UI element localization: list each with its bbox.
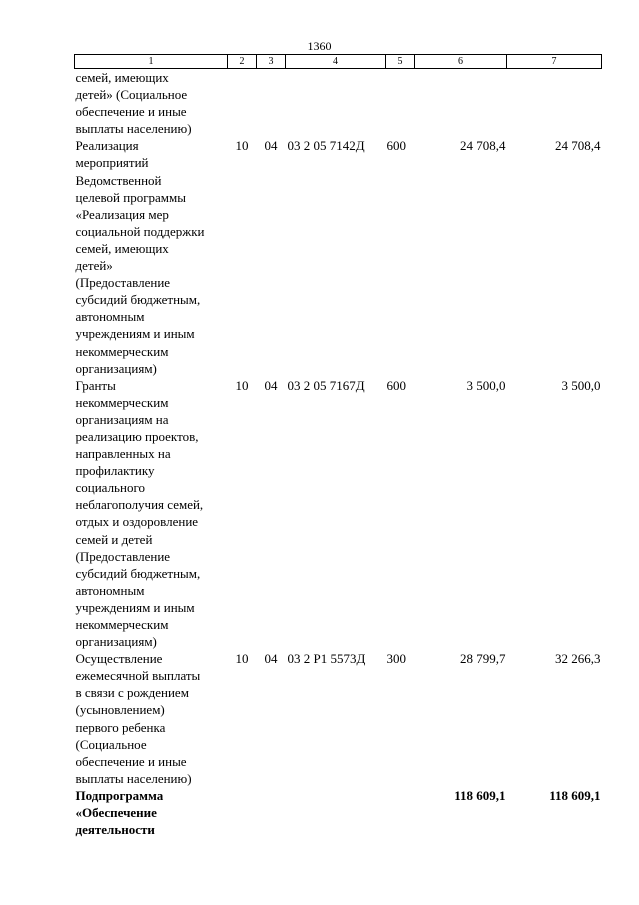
item-name-line: автономным [75,582,145,598]
item-name-line: «Реализация мер [75,206,169,222]
item-name-line: (Социальное [75,736,147,752]
item-name-line: «Обеспечение [75,805,157,821]
item-name-line: Ведомственной [75,172,162,188]
item-name-line: обеспечение и иные [75,753,187,769]
item-name-line: неблагополучия семей, [75,497,204,513]
target-code-cell: 03 2 05 7142Д [287,138,365,154]
amount-year1-cell [415,69,507,138]
amount-year2-cell [507,69,602,138]
item-name-line: некоммерческим [75,394,169,410]
section-cell: 10 [235,138,249,154]
item-name-line: отдых и оздоровление [75,514,199,530]
item-name-line: семей, имеющих [75,70,169,85]
table-header [75,55,602,69]
target-code-cell [286,787,386,838]
amount-year1-cell: 24 708,4 [460,138,506,154]
subsection-cell: 04 [264,651,278,667]
table-row [75,69,602,138]
item-name-cell [75,787,228,838]
item-name-line: социального [75,480,145,496]
item-name-line: направленных на [75,446,171,462]
target-code-cell: 03 2 Р1 5573Д [287,651,366,667]
item-name-line: (Предоставление [75,548,171,564]
item-name-line: профилактику [75,463,155,479]
amount-year1-cell: 118 609,1 [454,787,506,803]
item-name-line: Подпрограмма [75,787,164,803]
item-name-line: организациям) [75,360,157,376]
section-cell [228,787,257,838]
item-name-line: Реализация [75,138,139,154]
item-name-line: выплаты населению) [75,770,192,786]
table-row [75,650,602,787]
item-name-cell [75,377,228,651]
table-body [75,69,602,839]
item-name-line: организациям на [75,411,169,427]
column-header: 7 [507,55,602,69]
item-name-cell [75,69,228,138]
item-name-line: Гранты [75,377,116,393]
expense-type-cell: 600 [386,377,406,393]
item-name-line: первого ребенка [75,719,166,735]
item-name-line: обеспечение и иные [75,104,187,120]
target-code-cell: 03 2 05 7167Д [287,377,365,393]
item-name-line: субсидий бюджетным, [75,292,201,308]
table-row [75,787,602,838]
subsection-cell: 04 [264,377,278,393]
subsection-cell: 04 [264,138,278,154]
budget-table [74,54,602,838]
column-header: 2 [228,55,257,69]
item-name-line: (усыновлением) [75,702,165,718]
target-code-cell [286,69,386,138]
amount-year1-cell: 3 500,0 [466,377,506,393]
column-header: 1 [75,55,228,69]
item-name-line: детей» (Социальное [75,87,188,103]
item-name-line: семей и детей [75,531,153,547]
item-name-line: в связи с рождением [75,685,189,701]
item-name-line: мероприятий [75,155,149,171]
section-cell: 10 [235,651,249,667]
item-name-cell [75,650,228,787]
table-row [75,377,602,651]
item-name-line: некоммерческим [75,617,169,632]
item-name-line: целевой программы [75,189,186,205]
amount-year2-cell: 118 609,1 [549,787,601,803]
column-header: 4 [286,55,386,69]
item-name-line: некоммерческим [75,343,169,359]
item-name-line: выплаты населению) [75,121,192,137]
item-name-line: реализацию проектов, [75,428,199,444]
item-name-line: семей, имеющих [75,240,169,256]
item-name-line: организациям) [75,634,157,650]
item-name-line: (Предоставление [75,275,171,291]
expense-type-cell [386,69,415,138]
item-name-line: учреждениям и иным [75,326,195,342]
section-cell [228,69,257,138]
item-name-line: ежемесячной выплаты [75,668,201,684]
column-header: 3 [257,55,286,69]
expense-type-cell: 600 [386,138,406,154]
item-name-line: автономным [75,309,145,325]
section-cell: 10 [235,377,249,393]
column-header: 6 [415,55,507,69]
subsection-cell [257,69,286,138]
column-header: 5 [386,55,415,69]
amount-year2-cell: 32 266,3 [555,651,601,667]
table-row [75,137,602,376]
subsection-cell [257,787,286,838]
item-name-line: социальной поддержки [75,223,205,239]
amount-year1-cell: 28 799,7 [460,651,506,667]
amount-year2-cell: 24 708,4 [555,138,601,154]
item-name-line: субсидий бюджетным, [75,565,201,581]
expense-type-cell [386,787,415,838]
expense-type-cell: 300 [386,651,406,667]
item-name-line: деятельности [75,822,155,838]
page-number: 1360 [307,39,332,53]
item-name-line: учреждениям и иным [75,599,195,615]
item-name-line: Осуществление [75,651,163,667]
amount-year2-cell: 3 500,0 [561,377,601,393]
item-name-line: детей» [75,258,113,274]
item-name-cell [75,137,228,376]
